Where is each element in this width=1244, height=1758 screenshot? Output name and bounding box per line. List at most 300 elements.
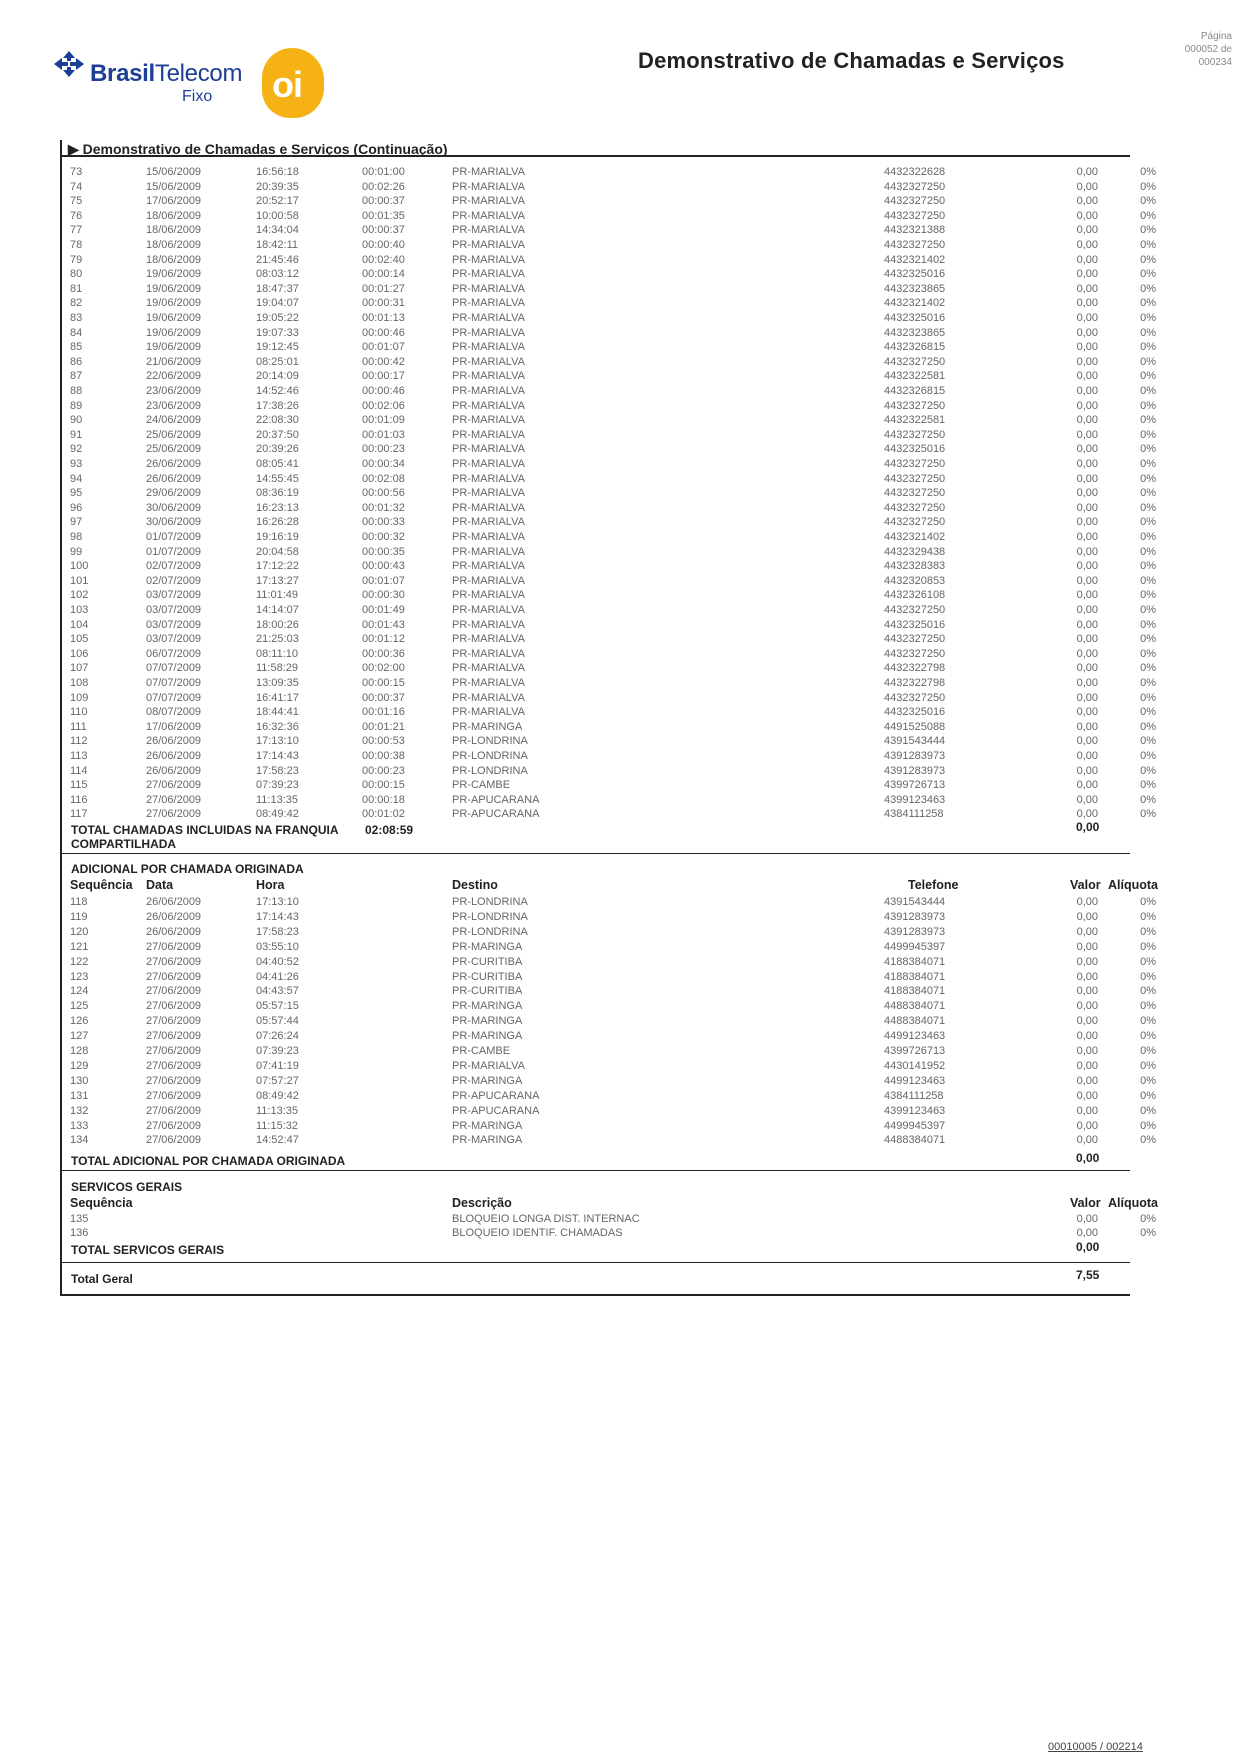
cell-destino: PR-MARIALVA	[452, 458, 525, 470]
cell-telefone: 4432322798	[884, 677, 946, 689]
cell-sequencia: 89	[70, 399, 83, 412]
table-row	[0, 677, 1244, 691]
cell-destino: PR-MARIALVA	[452, 604, 525, 616]
table-row	[0, 985, 1244, 999]
cell-telefone: 4432327250	[884, 633, 946, 646]
cell-valor: 0,00	[1076, 1030, 1098, 1043]
cell-hora: 14:52:47	[256, 1134, 299, 1147]
cell-sequencia: 117	[70, 808, 88, 821]
cell-destino: PR-MARIALVA	[452, 195, 525, 208]
cell-data: 03/07/2009	[146, 589, 202, 602]
brand-bold: Brasil	[90, 60, 155, 87]
cell-aliquota: 0%	[1140, 253, 1156, 266]
cell-hora: 14:52:46	[256, 385, 299, 397]
cell-duracao: 00:01:12	[362, 633, 405, 646]
cell-telefone: 4432327250	[884, 428, 946, 441]
cell-duracao: 00:01:03	[362, 428, 405, 441]
cell-aliquota: 0%	[1140, 1089, 1156, 1102]
cell-hora: 18:00:26	[256, 618, 299, 631]
cell-hora: 17:13:27	[256, 574, 299, 587]
table-row	[0, 794, 1244, 808]
cell-telefone: 4432322628	[884, 166, 946, 178]
col-aliquota: Alíquota	[1108, 878, 1158, 892]
cell-destino: PR-MARIALVA	[452, 574, 525, 587]
cell-duracao: 00:00:53	[362, 735, 405, 748]
grand-total-label: Total Geral	[71, 1272, 133, 1286]
cell-aliquota: 0%	[1140, 1045, 1156, 1057]
cell-data: 18/06/2009	[146, 239, 202, 251]
cell-hora: 14:34:04	[256, 224, 299, 237]
cell-duracao: 00:01:02	[362, 808, 405, 821]
cell-telefone: 4499945397	[884, 940, 946, 953]
cell-telefone: 4432327250	[884, 501, 946, 514]
cell-aliquota: 0%	[1140, 955, 1156, 968]
cell-data: 03/07/2009	[146, 633, 202, 646]
cell-sequencia: 104	[70, 618, 89, 631]
cell-valor: 0,00	[1076, 1213, 1098, 1225]
cell-duracao: 00:00:33	[362, 516, 405, 529]
cell-telefone: 4384111258	[884, 1089, 944, 1102]
cell-aliquota: 0%	[1140, 428, 1156, 441]
cell-duracao: 00:00:35	[362, 545, 405, 558]
cell-duracao: 00:01:00	[362, 166, 405, 178]
cell-duracao: 00:00:42	[362, 355, 405, 368]
cell-data: 27/06/2009	[146, 1015, 202, 1028]
cell-aliquota: 0%	[1140, 618, 1156, 631]
cell-data: 27/06/2009	[146, 1134, 202, 1147]
cell-telefone: 4432320853	[884, 574, 946, 587]
cell-hora: 10:00:58	[256, 209, 299, 222]
cell-telefone: 4399123463	[884, 1104, 946, 1117]
table-row	[0, 808, 1244, 822]
table-row	[0, 1227, 1244, 1241]
cell-data: 23/06/2009	[146, 399, 202, 412]
cell-data: 15/06/2009	[146, 166, 202, 178]
cell-valor: 0,00	[1076, 1134, 1098, 1147]
cell-valor: 0,00	[1076, 443, 1098, 456]
cell-aliquota: 0%	[1140, 385, 1156, 397]
cell-destino: PR-MARIALVA	[452, 312, 525, 324]
cell-destino: PR-APUCARANA	[452, 1104, 540, 1117]
table-row	[0, 721, 1244, 735]
table-row	[0, 546, 1244, 560]
cell-telefone: 4432322798	[884, 662, 946, 675]
cell-telefone: 4432325016	[884, 312, 946, 324]
col-sequencia-2: Sequência	[70, 1196, 133, 1210]
cell-duracao: 00:02:40	[362, 253, 405, 266]
cell-valor: 0,00	[1076, 195, 1098, 208]
total-franquia-value: 0,00	[1076, 820, 1100, 834]
cell-telefone: 4432327250	[884, 195, 946, 208]
cell-telefone: 4488384071	[884, 1134, 946, 1147]
cell-destino: PR-MARIALVA	[452, 618, 525, 631]
cell-sequencia: 126	[70, 1015, 89, 1028]
cell-valor: 0,00	[1076, 735, 1098, 748]
cell-telefone: 4391283973	[884, 764, 946, 777]
cell-aliquota: 0%	[1140, 779, 1156, 792]
cell-data: 21/06/2009	[146, 355, 202, 368]
cell-hora: 16:32:36	[256, 720, 299, 733]
cell-data: 15/06/2009	[146, 180, 202, 193]
cell-sequencia: 97	[70, 516, 83, 529]
cell-data: 25/06/2009	[146, 428, 202, 441]
table-row	[0, 414, 1244, 428]
cell-duracao: 00:01:13	[362, 312, 405, 324]
servicos-header-row	[0, 1196, 1244, 1210]
cell-destino: PR-MARINGA	[452, 1000, 523, 1013]
cell-aliquota: 0%	[1140, 1074, 1156, 1087]
cell-data: 07/07/2009	[146, 677, 202, 689]
page-total: 000234	[1198, 57, 1232, 68]
cell-destino: PR-MARIALVA	[452, 691, 525, 704]
cell-data: 19/06/2009	[146, 297, 202, 310]
cell-data: 26/06/2009	[146, 925, 202, 938]
divider-2	[60, 1170, 1130, 1171]
cell-aliquota: 0%	[1140, 282, 1156, 295]
cell-valor: 0,00	[1076, 662, 1098, 675]
cell-valor: 0,00	[1076, 545, 1098, 558]
cell-duracao: 00:00:15	[362, 779, 405, 792]
cell-aliquota: 0%	[1140, 268, 1156, 281]
cell-data: 27/06/2009	[146, 940, 202, 953]
cell-destino: PR-LONDRINA	[452, 910, 528, 923]
cell-valor: 0,00	[1076, 1089, 1098, 1102]
table-row	[0, 619, 1244, 633]
cell-telefone: 4432325016	[884, 618, 946, 631]
cell-data: 27/06/2009	[146, 779, 202, 792]
table-row	[0, 312, 1244, 326]
cell-destino: PR-CAMBE	[452, 779, 511, 792]
cell-telefone: 4188384071	[884, 955, 946, 968]
cell-duracao: 00:02:26	[362, 180, 405, 193]
cell-valor: 0,00	[1076, 706, 1098, 719]
cell-telefone: 4391283973	[884, 750, 946, 762]
cell-sequencia: 120	[70, 925, 89, 938]
cell-hora: 11:01:49	[256, 589, 299, 602]
cell-aliquota: 0%	[1140, 1030, 1156, 1043]
cell-sequencia: 95	[70, 487, 83, 500]
cell-valor: 0,00	[1076, 282, 1098, 295]
cell-hora: 20:52:17	[256, 195, 299, 208]
cell-hora: 04:40:52	[256, 955, 299, 968]
cell-sequencia: 73	[70, 166, 83, 178]
cell-valor: 0,00	[1076, 385, 1098, 397]
cell-duracao: 00:01:27	[362, 282, 405, 295]
cell-telefone: 4188384071	[884, 970, 946, 983]
cell-data: 27/06/2009	[146, 985, 202, 998]
cell-telefone: 4432321388	[884, 224, 946, 237]
cell-aliquota: 0%	[1140, 1134, 1156, 1147]
cell-destino: PR-CAMBE	[452, 1045, 511, 1057]
cell-valor: 0,00	[1076, 985, 1098, 998]
cell-sequencia: 110	[70, 706, 88, 719]
cell-data: 22/06/2009	[146, 370, 202, 383]
cell-valor: 0,00	[1076, 1119, 1098, 1132]
cell-valor: 0,00	[1076, 487, 1098, 500]
cell-hora: 11:58:29	[256, 662, 299, 675]
cell-data: 23/06/2009	[146, 385, 202, 397]
cell-sequencia: 102	[70, 589, 89, 602]
table-row	[0, 502, 1244, 516]
cell-duracao: 00:00:34	[362, 458, 405, 470]
cell-sequencia: 111	[70, 720, 87, 733]
total-franquia-label-1: TOTAL CHAMADAS INCLUIDAS NA FRANQUIA	[71, 823, 339, 837]
cell-sequencia: 105	[70, 633, 89, 646]
cell-aliquota: 0%	[1140, 399, 1156, 412]
cell-data: 27/06/2009	[146, 1045, 202, 1057]
cell-destino: PR-MARIALVA	[452, 239, 525, 251]
cell-sequencia: 113	[70, 750, 88, 762]
cell-aliquota: 0%	[1140, 1227, 1156, 1239]
table-row	[0, 516, 1244, 530]
cell-duracao: 00:00:14	[362, 268, 405, 281]
cell-destino: PR-MARIALVA	[452, 589, 525, 602]
cell-aliquota: 0%	[1140, 166, 1156, 178]
cell-telefone: 4391283973	[884, 910, 946, 923]
cell-sequencia: 87	[70, 370, 83, 383]
cell-telefone: 4399123463	[884, 793, 946, 806]
table-row	[0, 1213, 1244, 1227]
cell-data: 27/06/2009	[146, 1074, 202, 1087]
cell-hora: 20:39:35	[256, 180, 299, 193]
cell-aliquota: 0%	[1140, 531, 1156, 543]
cell-sequencia: 92	[70, 443, 83, 456]
cell-telefone: 4391543444	[884, 735, 946, 748]
col-valor-2: Valor	[1070, 1196, 1101, 1210]
cell-hora: 08:49:42	[256, 1089, 299, 1102]
cell-hora: 17:58:23	[256, 925, 299, 938]
cell-sequencia: 74	[70, 180, 83, 193]
cell-aliquota: 0%	[1140, 458, 1156, 470]
cell-hora: 17:13:10	[256, 735, 299, 748]
cell-duracao: 00:02:08	[362, 472, 405, 485]
cell-aliquota: 0%	[1140, 443, 1156, 456]
cell-sequencia: 80	[70, 268, 83, 281]
table-row	[0, 341, 1244, 355]
table-row	[0, 896, 1244, 910]
total-adicional-value: 0,00	[1076, 1151, 1100, 1165]
cell-sequencia: 133	[70, 1119, 89, 1132]
cell-sequencia: 107	[70, 662, 89, 675]
cell-data: 26/06/2009	[146, 735, 202, 748]
cell-duracao: 00:00:18	[362, 793, 405, 806]
table-row	[0, 779, 1244, 793]
cell-destino: PR-MARIALVA	[452, 341, 525, 354]
cell-duracao: 00:00:46	[362, 326, 405, 339]
cell-destino: PR-MARINGA	[452, 720, 523, 733]
cell-telefone: 4432327250	[884, 647, 946, 660]
cell-sequencia: 119	[70, 910, 88, 923]
page-label: Página	[1200, 31, 1232, 42]
cell-data: 27/06/2009	[146, 1104, 202, 1117]
cell-destino: PR-MARIALVA	[452, 326, 525, 339]
cell-aliquota: 0%	[1140, 209, 1156, 222]
table-row	[0, 575, 1244, 589]
cell-telefone: 4432327250	[884, 458, 946, 470]
cell-data: 27/06/2009	[146, 970, 202, 983]
cell-hora: 11:13:35	[256, 1104, 299, 1117]
cell-hora: 18:42:11	[256, 239, 299, 251]
cell-sequencia: 96	[70, 501, 83, 514]
cell-sequencia: 83	[70, 312, 83, 324]
cell-destino: PR-MARIALVA	[452, 531, 525, 543]
cell-telefone: 4432328383	[884, 560, 946, 573]
divider-3	[60, 1262, 1130, 1263]
table-row	[0, 662, 1244, 676]
cell-sequencia: 75	[70, 195, 83, 208]
cell-descricao: BLOQUEIO LONGA DIST. INTERNAC	[452, 1213, 640, 1225]
total-franquia-label-2: COMPARTILHADA	[71, 837, 177, 851]
cell-valor: 0,00	[1076, 297, 1098, 310]
cell-aliquota: 0%	[1140, 589, 1156, 602]
cell-duracao: 00:00:56	[362, 487, 405, 500]
cell-duracao: 00:00:40	[362, 239, 405, 251]
cell-duracao: 00:00:38	[362, 750, 405, 762]
table-row	[0, 765, 1244, 779]
table-row	[0, 400, 1244, 414]
cell-aliquota: 0%	[1140, 706, 1156, 719]
cell-destino: PR-LONDRINA	[452, 896, 528, 908]
table-row	[0, 356, 1244, 370]
cell-sequencia: 82	[70, 297, 83, 310]
cell-telefone: 4432323865	[884, 326, 946, 339]
cell-valor: 0,00	[1076, 326, 1098, 339]
cell-aliquota: 0%	[1140, 764, 1156, 777]
cell-aliquota: 0%	[1140, 1119, 1156, 1132]
cell-hora: 18:47:37	[256, 282, 299, 295]
cell-data: 26/06/2009	[146, 750, 202, 762]
cell-aliquota: 0%	[1140, 735, 1156, 748]
cell-valor: 0,00	[1076, 341, 1098, 354]
cell-aliquota: 0%	[1140, 940, 1156, 953]
cell-valor: 0,00	[1076, 647, 1098, 660]
cell-data: 18/06/2009	[146, 209, 202, 222]
cell-duracao: 00:01:49	[362, 604, 405, 616]
cell-sequencia: 116	[70, 793, 88, 806]
cell-telefone: 4432322581	[884, 370, 946, 383]
cell-valor: 0,00	[1076, 618, 1098, 631]
grand-total-value: 7,55	[1076, 1268, 1100, 1282]
cell-hora: 14:14:07	[256, 604, 299, 616]
cell-hora: 03:55:10	[256, 940, 299, 953]
cell-aliquota: 0%	[1140, 472, 1156, 485]
cell-destino: PR-MARIALVA	[452, 443, 525, 456]
cell-valor: 0,00	[1076, 808, 1098, 821]
table-row	[0, 458, 1244, 472]
table-row	[0, 648, 1244, 662]
cell-telefone: 4499123463	[884, 1074, 946, 1087]
cell-hora: 16:26:28	[256, 516, 299, 529]
cell-aliquota: 0%	[1140, 604, 1156, 616]
cell-telefone: 4399726713	[884, 1045, 946, 1057]
cell-aliquota: 0%	[1140, 633, 1156, 646]
table-row	[0, 370, 1244, 384]
cell-aliquota: 0%	[1140, 1059, 1156, 1072]
cell-destino: PR-MARIALVA	[452, 268, 525, 281]
cell-hora: 08:25:01	[256, 355, 299, 368]
cell-sequencia: 93	[70, 458, 83, 470]
cell-valor: 0,00	[1076, 560, 1098, 573]
table-row	[0, 560, 1244, 574]
cell-telefone: 4432327250	[884, 180, 946, 193]
cell-destino: PR-MARINGA	[452, 1134, 523, 1147]
cell-telefone: 4432322581	[884, 414, 946, 427]
cell-aliquota: 0%	[1140, 501, 1156, 514]
cell-hora: 19:12:45	[256, 341, 299, 354]
cell-hora: 16:23:13	[256, 501, 299, 514]
col-aliquota-2: Alíquota	[1108, 1196, 1158, 1210]
section-title-continuation: ▶ Demonstrativo de Chamadas e Serviços (Continuação)	[68, 141, 448, 157]
cell-duracao: 00:02:00	[362, 662, 405, 675]
cell-hora: 14:55:45	[256, 472, 299, 485]
cell-valor: 0,00	[1076, 253, 1098, 266]
total-franquia-duration: 02:08:59	[365, 823, 414, 837]
cell-valor: 0,00	[1076, 501, 1098, 514]
cell-data: 19/06/2009	[146, 326, 202, 339]
cell-aliquota: 0%	[1140, 662, 1156, 675]
cell-hora: 20:37:50	[256, 428, 299, 441]
cell-hora: 05:57:15	[256, 1000, 299, 1013]
page-title: Demonstrativo de Chamadas e Serviços	[638, 48, 1065, 73]
cell-telefone: 4391543444	[884, 896, 946, 908]
cell-hora: 08:49:42	[256, 808, 299, 821]
footer-code: 00010005 / 002214	[1048, 1741, 1143, 1753]
cell-destino: PR-MARIALVA	[452, 677, 525, 689]
cell-destino: PR-MARIALVA	[452, 180, 525, 193]
cell-hora: 07:39:23	[256, 1045, 299, 1057]
cell-sequencia: 78	[70, 239, 83, 251]
table-row	[0, 1105, 1244, 1119]
cell-sequencia: 108	[70, 677, 89, 689]
cell-data: 30/06/2009	[146, 501, 202, 514]
cell-hora: 22:08:30	[256, 414, 299, 427]
cell-destino: PR-MARIALVA	[452, 209, 525, 222]
cell-telefone: 4432327250	[884, 472, 946, 485]
cell-data: 26/06/2009	[146, 764, 202, 777]
table-row	[0, 1015, 1244, 1029]
cell-duracao: 00:00:46	[362, 385, 405, 397]
cell-data: 01/07/2009	[146, 545, 202, 558]
cell-sequencia: 84	[70, 326, 83, 339]
cell-telefone: 4432325016	[884, 706, 946, 719]
cell-telefone: 4499123463	[884, 1030, 946, 1043]
section-title-adicional: ADICIONAL POR CHAMADA ORIGINADA	[71, 862, 304, 876]
cell-telefone: 4491525088	[884, 720, 946, 733]
cell-aliquota: 0%	[1140, 326, 1156, 339]
cell-sequencia: 98	[70, 531, 83, 543]
table-row	[0, 531, 1244, 545]
cell-sequencia: 131	[70, 1089, 89, 1102]
cell-hora: 08:11:10	[256, 647, 299, 660]
cell-duracao: 00:00:31	[362, 297, 405, 310]
col-descricao: Descrição	[452, 1196, 512, 1210]
cell-telefone: 4432327250	[884, 355, 946, 368]
cell-destino: PR-MARIALVA	[452, 166, 525, 178]
cell-valor: 0,00	[1076, 793, 1098, 806]
cell-data: 18/06/2009	[146, 224, 202, 237]
table-row	[0, 239, 1244, 253]
table-row	[0, 633, 1244, 647]
cell-valor: 0,00	[1076, 516, 1098, 529]
cell-valor: 0,00	[1076, 399, 1098, 412]
cell-data: 27/06/2009	[146, 808, 202, 821]
cell-sequencia: 128	[70, 1045, 89, 1057]
cell-sequencia: 79	[70, 253, 83, 266]
cell-duracao: 00:01:07	[362, 574, 405, 587]
cell-sequencia: 135	[70, 1213, 89, 1225]
cell-telefone: 4488384071	[884, 1000, 946, 1013]
cell-destino: PR-MARIALVA	[452, 516, 525, 529]
